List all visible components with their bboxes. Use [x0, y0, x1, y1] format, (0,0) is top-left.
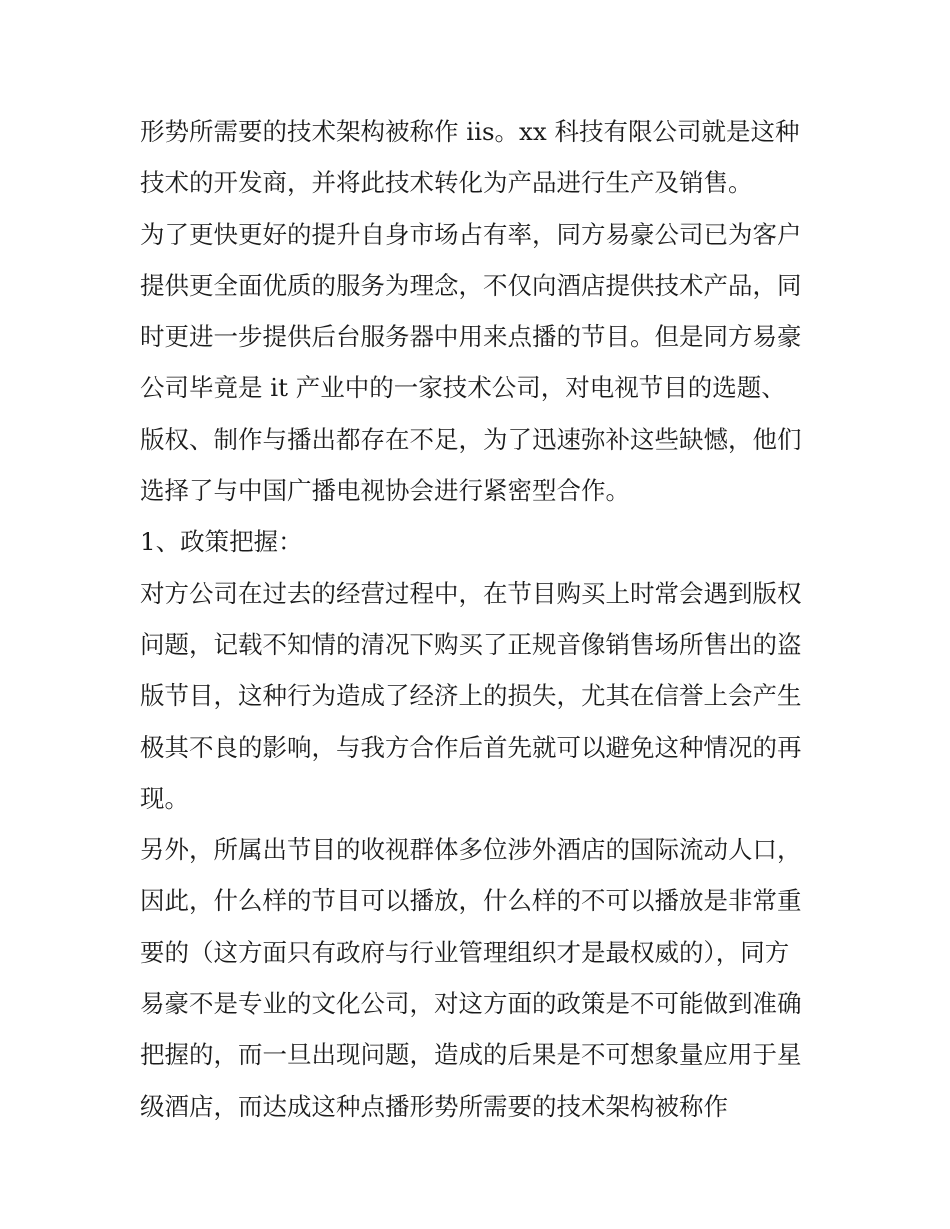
document-body — [140, 106, 820, 1132]
text-line: 版节目，这种行为造成了经济上的损失，尤其在信誉上会产生 — [140, 681, 802, 711]
section-heading: 1、政策把握： — [140, 527, 303, 557]
text-line: 问题，记载不知情的清况下购买了正规音像销售场所售出的盗 — [140, 629, 802, 659]
text-line: 公司毕竟是 it 产业中的一家技术公司，对电视节目的选题、 — [140, 373, 786, 403]
text-line: 现。 — [140, 783, 189, 813]
text-line: 形势所需要的技术架构被称作 iis。xx 科技有限公司就是这种 — [140, 117, 800, 146]
text-line: 要的（这方面只有政府与行业管理组织才是最权威的），同方 — [140, 937, 790, 967]
text-line: 技术的开发商，并将此技术转化为产品进行生产及销售。 — [140, 168, 753, 198]
text-line: 提供更全面优质的服务为理念，不仅向酒店提供技术产品，同 — [140, 270, 802, 300]
text-line: 选择了与中国广播电视协会进行紧密型合作。 — [140, 476, 630, 506]
text-line: 版权、制作与播出都存在不足，为了迅速弥补这些缺憾，他们 — [140, 424, 802, 454]
text-line: 为了更快更好的提升自身市场占有率，同方易豪公司已为客户 — [140, 219, 802, 249]
text-line: 对方公司在过去的经营过程中，在节目购买上时常会遇到版权 — [140, 578, 802, 608]
text-line: 易豪不是专业的文化公司，对这方面的政策是不可能做到准确 — [140, 989, 802, 1019]
text-line: 因此，什么样的节目可以播放，什么样的不可以播放是非常重 — [140, 886, 802, 916]
text-line: 极其不良的影响，与我方合作后首先就可以避免这种情况的再 — [140, 732, 802, 762]
text-line: 级酒店，而达成这种点播形势所需要的技术架构被称作 — [140, 1091, 728, 1121]
text-line: 把握的，而一旦出现问题，造成的后果是不可想象量应用于星 — [140, 1040, 802, 1070]
text-line: 时更进一步提供后台服务器中用来点播的节目。但是同方易豪 — [140, 322, 802, 352]
text-line: 另外，所属出节目的收视群体多位涉外酒店的国际流动人口， — [140, 835, 802, 865]
